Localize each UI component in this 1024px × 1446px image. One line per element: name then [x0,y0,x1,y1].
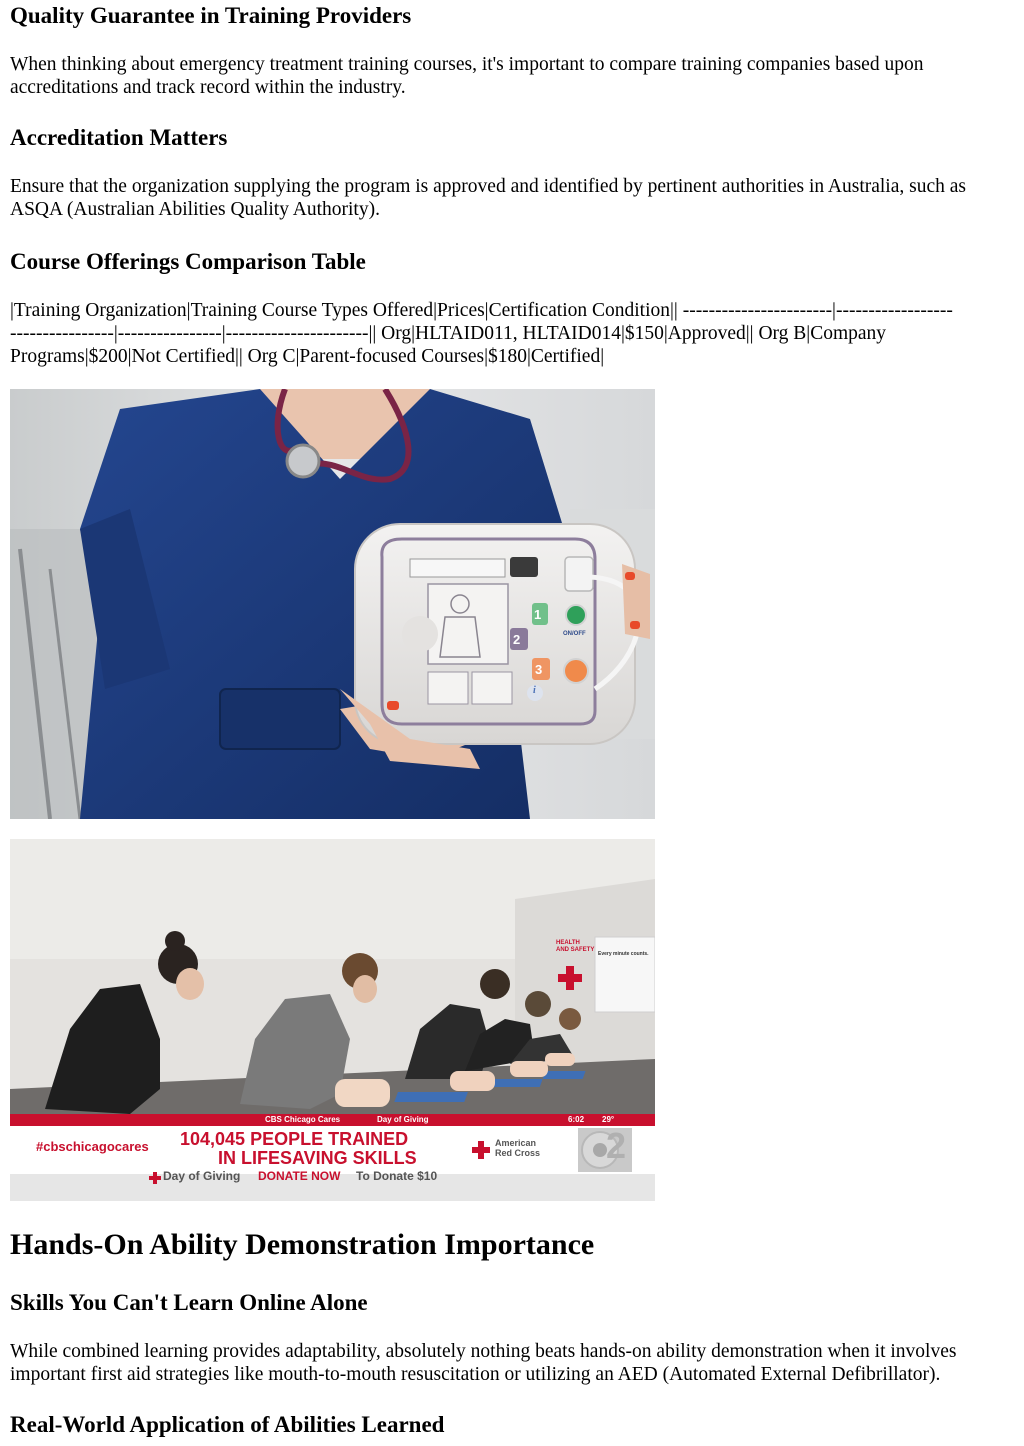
red-cross-label-2: Red Cross [495,1148,541,1158]
aed-info-icon: i [533,685,536,696]
donate-suffix: To Donate $10 [356,1169,438,1183]
aed-step-2-label: 2 [513,632,521,647]
broadcast-hashtag: #cbschicagocares [36,1139,149,1154]
paragraph-skills-offline: While combined learning provides adaptability, absolutely nothing beats hands-on ability demonstration when it involves important first aid strategies like mouth-to-mouth resuscitation or utilizing an AED (Automated External Defibrillator). [10,1341,957,1385]
donate-prefix: Day of Giving [163,1169,241,1183]
heading-comparison-table: Course Offerings Comparison Table [10,249,366,274]
donate-now-cta: DONATE NOW [258,1169,341,1183]
heading-quality-guarantee: Quality Guarantee in Training Providers [10,3,412,28]
heading-hands-on-demonstration: Hands-On Ability Demonstration Importance [10,1228,595,1261]
channel-logo: 2 [606,1125,627,1166]
wall-text-health: HEALTH [556,940,580,946]
heading-accreditation: Accreditation Matters [10,125,228,150]
cpr-training-broadcast-photo [10,839,655,1201]
table-text-line-2: ----------------|----------------|----------------------|| Org|HLTAID011, HLTAID014|$150|Approved|| Org B|Company [10,323,887,344]
nurse-aed-photo [10,389,655,819]
table-text-line-3: Programs|$200|Not Certified|| Org C|Parent-focused Courses|$180|Certified| [10,346,605,367]
paragraph-accreditation: Ensure that the organization supplying the program is approved and identified by pertinent authorities in Australia, such as ASQA (Australian Abilities Quality Authority). [10,176,966,220]
aed-step-1-label: 1 [534,607,542,622]
ticker-brand: CBS Chicago Cares [265,1115,341,1124]
broadcast-headline-1: 104,045 PEOPLE TRAINED [180,1129,409,1149]
paragraph-quality-guarantee: When thinking about emergency treatment training courses, it's important to compare training companies based upon accreditations and track record within the industry. [10,54,924,98]
table-text-line-1: |Training Organization|Training Course Types Offered|Prices|Certification Condition|| -----------------------|------------------ [10,300,953,321]
red-cross-label-1: American [495,1138,537,1148]
ticker-event: Day of Giving [377,1115,429,1124]
wall-text-every-minute: Every minute counts. [598,951,649,957]
ticker-temperature: 29° [602,1115,615,1124]
wall-text-safety: AND SAFETY [556,947,595,953]
aed-step-3-label: 3 [535,662,543,677]
heading-real-world-application: Real-World Application of Abilities Learned [10,1412,445,1437]
heading-skills-offline: Skills You Can't Learn Online Alone [10,1290,368,1315]
broadcast-headline-2: IN LIFESAVING SKILLS [218,1148,417,1168]
aed-on-off-label: ON/OFF [563,631,586,637]
ticker-time: 6:02 [568,1115,585,1124]
